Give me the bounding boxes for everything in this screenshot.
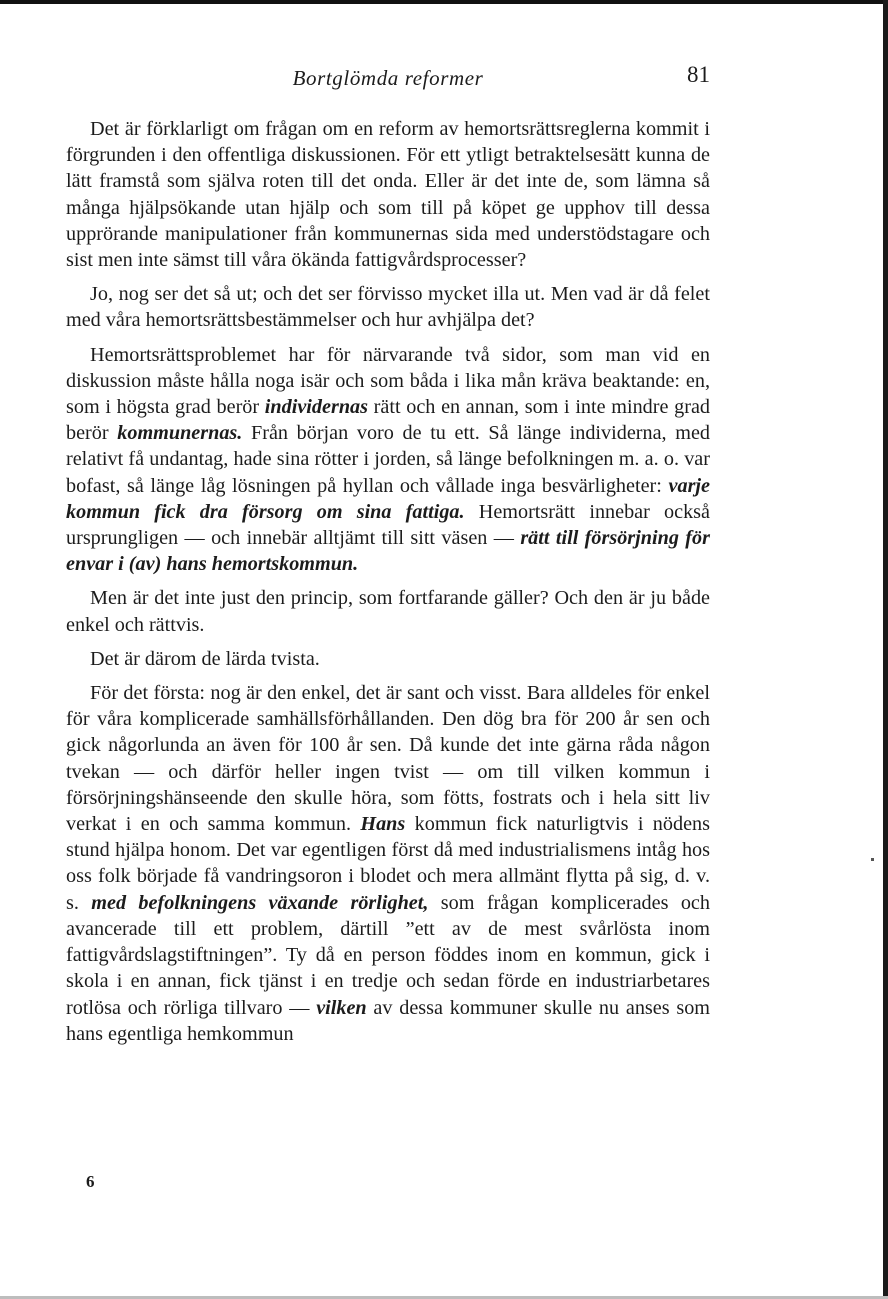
paragraph-text: Det är förklarligt om frågan om en reform av hemortsrättsreglerna kommit i förgrunden i den offentliga diskussionen. För ett ytligt betraktelsesätt kunna de lätt framstå som själva roten till det onda. Eller är det inte de, som lämna så många hjälpsökande utan hjälp och som till på köpet ge upphov till dessa upprörande manipulationer från kommunernas sida med understödstagare och sist men inte sämst till våra ökända fattigvårdsprocesser? <box>66 118 710 272</box>
paragraph <box>66 585 710 637</box>
paragraph-text: Hemortsrätt innebar också ursprungligen — och innebär alltjämt till sitt väsen — <box>66 500 711 550</box>
paragraph-text: Men är det inte just den princip, som fortfarande gäller? Och den är ju både enkel och rättvis. <box>66 587 710 636</box>
paragraph-text: Hemortsrättsproblemet har för närvarande två sidor, som man vid en diskussion måste hålla noga isär och som båda i lika mån kräva beaktande: en, som i högsta grad berör <box>66 343 710 419</box>
paragraph-text: av dessa kommuner skulle nu anses som hans egentliga hemkommun <box>66 996 710 1045</box>
paragraph-text: som frågan komplicerades och avancerade till ett problem, därtill ”ett av de mest svårlösta inom fattigvårdslagstiftningen”. Ty då en person föddes inom en kommun, gick i skola i en annan, fick tjänst i en tredje och sedan förde en industriarbetares rotlösa och rörliga tillvaro — <box>66 891 710 1019</box>
paragraph-text: För det första: nog är den enkel, det är sant och visst. Bara alldeles för enkel för våra komplicerade samhällsförhållanden. Den dög bra för 200 år sen och gick någorlunda an även för 100 år sen. Då kunde det inte gärna råda någon tvekan — och därför heller ingen tvist — om till vilken kommun i försörjningshänseende den skulle höra, som fötts, fostrats och i hela sitt liv verkat i en och samma kommun. <box>66 682 710 836</box>
emphasis-text: rätt till försörjning för envar i (av) hans hemortskommun. <box>66 527 710 576</box>
paragraph <box>66 646 710 672</box>
paragraph <box>66 116 710 273</box>
paragraph <box>66 680 710 1047</box>
emphasis-text: individernas <box>264 396 368 419</box>
scan-speck <box>871 858 874 861</box>
paragraph-text: rätt och en annan, som i inte mindre grad berör <box>66 396 710 445</box>
emphasis-text: varje kommun fick dra försorg om sina fattiga. <box>66 474 710 523</box>
body-text <box>66 116 710 1047</box>
emphasis-text: vilken <box>316 996 367 1019</box>
paragraph-text: Jo, nog ser det så ut; och det ser förvisso mycket illa ut. Men vad är då felet med våra hemortsrättsbestämmelser och hur avhjälpa det? <box>66 283 710 332</box>
paragraph-text: Det är därom de lärda tvista. <box>90 647 320 670</box>
paragraph-text: Från början voro de tu ett. Så länge individerna, med relativt få undantag, hade sina rötter i jorden, så länge befolkningen m. a. o. var bofast, så länge låg lösningen på hyllan och vållade inga besvärligheter: <box>66 422 710 497</box>
running-title: Bortglömda reformer <box>292 66 484 90</box>
page-number: 81 <box>687 62 710 87</box>
paragraph-text: kommun fick naturligtvis i nödens stund hjälpa honom. Det var egentligen först då med industrialismens intåg hos oss folk började få vandringsoron i blodet och mera allmänt flytta på sig, d. v. s. <box>66 813 710 914</box>
emphasis-text: Hans <box>360 813 406 836</box>
signature-mark: 6 <box>86 1172 95 1191</box>
scan-edge-top <box>0 0 888 4</box>
running-head <box>66 60 710 90</box>
paragraph <box>66 342 710 578</box>
emphasis-text: med befolkningens växande rörlighet, <box>91 891 429 914</box>
paragraph <box>66 281 710 333</box>
emphasis-text: kommunernas. <box>117 422 243 445</box>
scan-edge-right <box>883 0 888 1299</box>
